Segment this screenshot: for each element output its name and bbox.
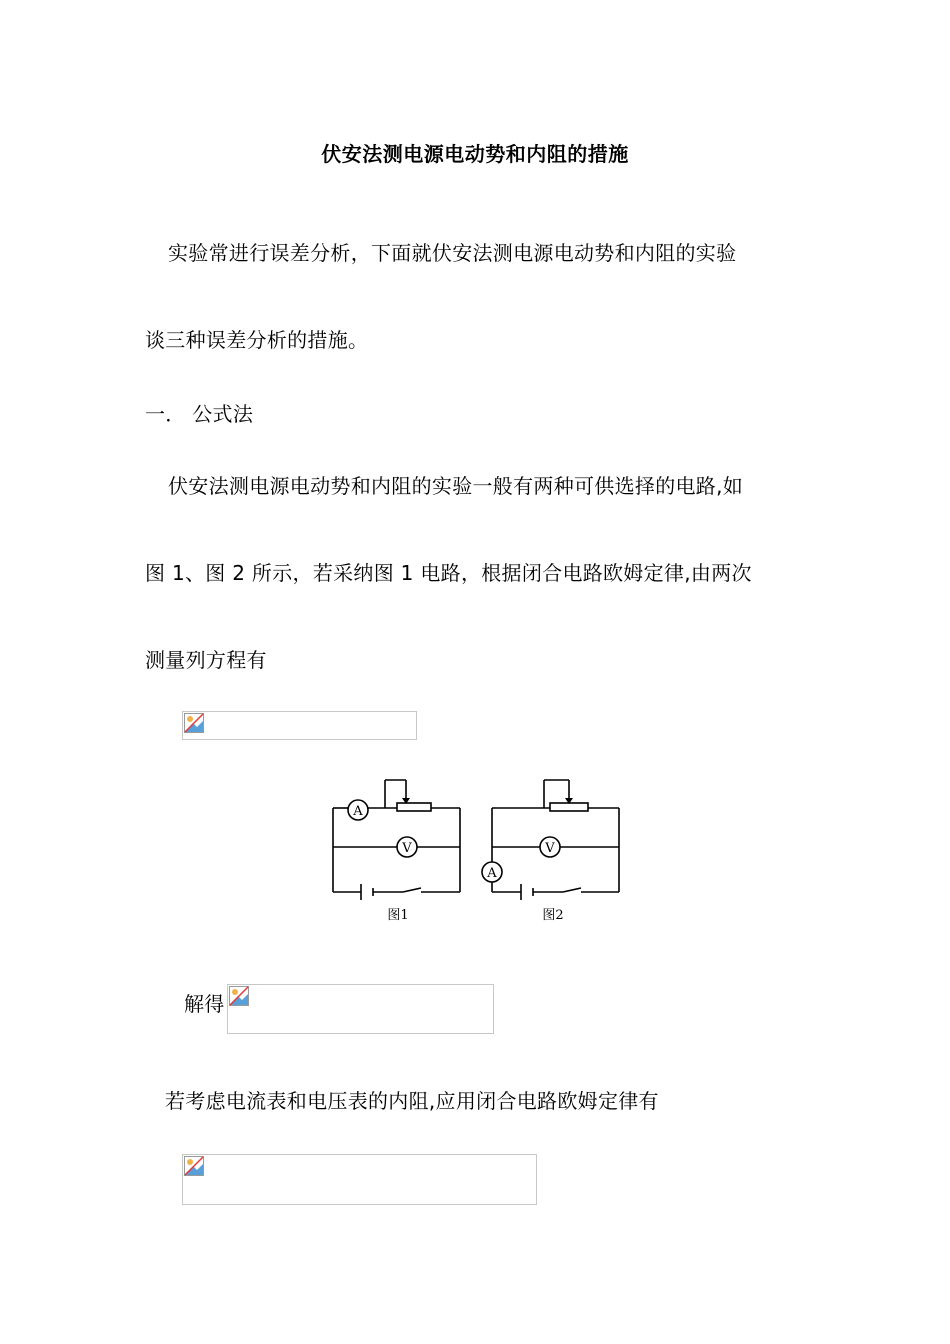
voltmeter-symbol-fig2: V — [545, 841, 555, 856]
page-title: 伏安法测电源电动势和内阻的措施 — [321, 142, 629, 166]
consider-line: 若考虑电流表和电压表的内阻,应用闭合电路欧姆定律有 — [165, 1089, 659, 1113]
ammeter-symbol-fig1: A — [353, 804, 363, 819]
intro-line-1: 实验常进行误差分析，下面就伏安法测电源电动势和内阻的实验 — [168, 241, 737, 265]
solve-label: 解得 — [184, 992, 225, 1016]
circuit-diagram — [325, 772, 635, 928]
voltmeter-symbol-fig1: V — [402, 841, 412, 856]
figure-2-caption: 图2 — [542, 908, 564, 923]
paragraph-line-1: 伏安法测电源电动势和内阻的实验一般有两种可供选择的电路,如 — [168, 474, 744, 498]
broken-image-icon — [184, 1156, 204, 1176]
section-heading: 一． 公式法 — [145, 402, 254, 426]
solution-image-placeholder — [227, 984, 494, 1034]
broken-image-icon — [184, 713, 204, 733]
paragraph-line-3: 测量列方程有 — [145, 648, 267, 672]
equation-image-placeholder-2 — [182, 1154, 537, 1205]
paragraph-line-2: 图 1、图 2 所示，若采纳图 1 电路，根据闭合电路欧姆定律,由两次 — [145, 561, 752, 585]
figure-1-caption: 图1 — [387, 908, 409, 923]
circuit-figure — [325, 772, 635, 928]
equation-image-placeholder — [182, 711, 417, 740]
ammeter-symbol-fig2: A — [487, 866, 497, 881]
broken-image-icon — [229, 986, 249, 1006]
intro-line-2: 谈三种误差分析的措施。 — [145, 328, 369, 352]
